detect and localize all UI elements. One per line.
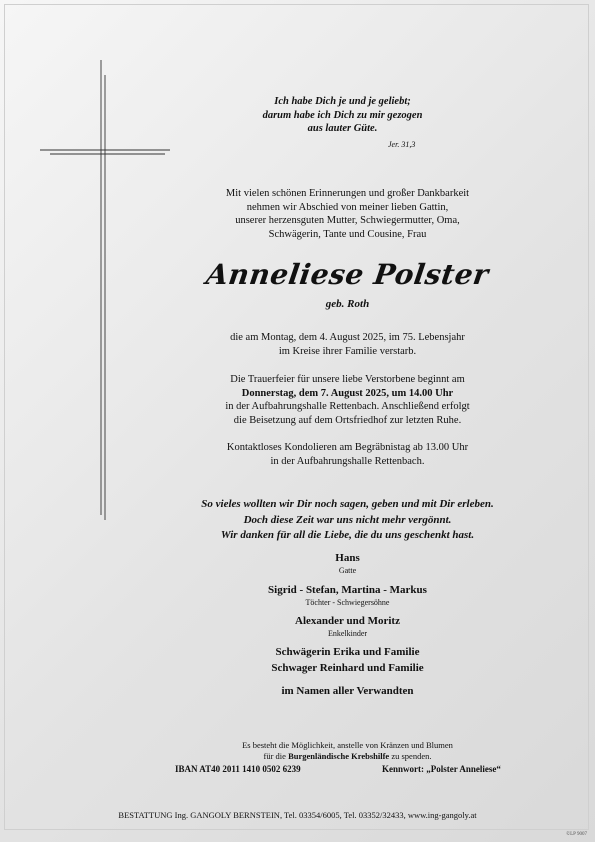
mourner-role: Enkelkinder bbox=[327, 629, 368, 638]
death-line: im Kreise ihrer Familie verstarb. bbox=[278, 345, 417, 357]
death-line: die am Montag, dem 4. August 2025, im 75. Lebensjahr bbox=[230, 332, 465, 343]
ceremony-date: Donnerstag, dem 7. August 2025, um 14.00 Uhr bbox=[241, 387, 454, 399]
donation-line bbox=[50, 751, 595, 762]
mourner-name: Hans bbox=[335, 552, 360, 564]
condolence-info bbox=[50, 441, 595, 468]
mourner-name: im Namen aller Verwandten bbox=[281, 685, 414, 697]
verse-reference: Jer. 31,3 bbox=[388, 140, 416, 149]
print-code: ©LP 9007 bbox=[566, 832, 587, 837]
condolence-line: in der Aufbahrungshalle Rettenbach. bbox=[270, 455, 425, 467]
farewell-text bbox=[50, 497, 595, 544]
intro-line: Mit vielen schönen Erinnerungen und großer Dankbarkeit bbox=[225, 188, 470, 199]
farewell-line: Wir danken für all die Liebe, die du uns geschenkt hast. bbox=[220, 529, 475, 541]
intro-line: unserer herzensguten Mutter, Schwiegermutter, Oma, bbox=[235, 215, 460, 226]
donation-text: zu spenden. bbox=[389, 751, 432, 761]
verse-line: Ich habe Dich je und je geliebt; bbox=[274, 96, 411, 107]
iban: IBAN AT40 2011 1410 0502 6239 bbox=[175, 764, 301, 774]
mourner-name: Schwager Reinhard und Familie bbox=[271, 662, 424, 674]
verse-line: aus lauter Güte. bbox=[307, 123, 378, 134]
donation-keyword: Kennwort: „Polster Anneliese“ bbox=[382, 764, 501, 774]
intro-line: nehmen wir Abschied von meiner lieben Gattin, bbox=[246, 201, 449, 213]
donation-info bbox=[50, 740, 595, 762]
mourner-name: Alexander und Moritz bbox=[295, 615, 400, 627]
mourner-name: Schwägerin Erika und Familie bbox=[275, 646, 420, 658]
donation-text: für die bbox=[263, 751, 289, 761]
charity-name: Burgenländische Krebshilfe bbox=[288, 751, 390, 761]
ceremony-line: die Beisetzung auf dem Ortsfriedhof zur letzten Ruhe. bbox=[233, 414, 462, 426]
ceremony-line: Die Trauerfeier für unsere liebe Verstorbene beginnt am bbox=[230, 374, 465, 385]
death-notice bbox=[50, 331, 595, 358]
verse-line: darum habe ich Dich zu mir gezogen bbox=[262, 109, 423, 121]
bible-verse bbox=[200, 95, 485, 136]
intro-text bbox=[50, 187, 595, 241]
intro-line: Schwägerin, Tante und Cousine, Frau bbox=[268, 228, 427, 240]
donation-line: Es besteht die Möglichkeit, anstelle von Kränzen und Blumen bbox=[242, 740, 453, 750]
farewell-line: So vieles wollten wir Dir noch sagen, geben und mit Dir erleben. bbox=[201, 498, 494, 510]
condolence-line: Kontaktloses Kondolieren am Begräbnistag ab 13.00 Uhr bbox=[226, 442, 469, 453]
ceremony-info bbox=[50, 373, 595, 427]
birth-name: geb. Roth bbox=[325, 298, 370, 310]
ceremony-line: in der Aufbahrungshalle Rettenbach. Anschließend erfolgt bbox=[225, 401, 470, 412]
mourner-name: Sigrid - Stefan, Martina - Markus bbox=[268, 584, 427, 596]
undertaker-info: BESTATTUNG Ing. GANGOLY BERNSTEIN, Tel. 03354/6005, Tel. 03352/32433, www.ing-gangoly.at bbox=[118, 810, 477, 820]
deceased-name: Anneliese Polster bbox=[204, 258, 491, 291]
mourner-role: Gatte bbox=[338, 566, 357, 575]
mourner-role: Töchter - Schwiegersöhne bbox=[305, 598, 390, 607]
farewell-line: Doch diese Zeit war uns nicht mehr vergönnt. bbox=[243, 513, 452, 526]
